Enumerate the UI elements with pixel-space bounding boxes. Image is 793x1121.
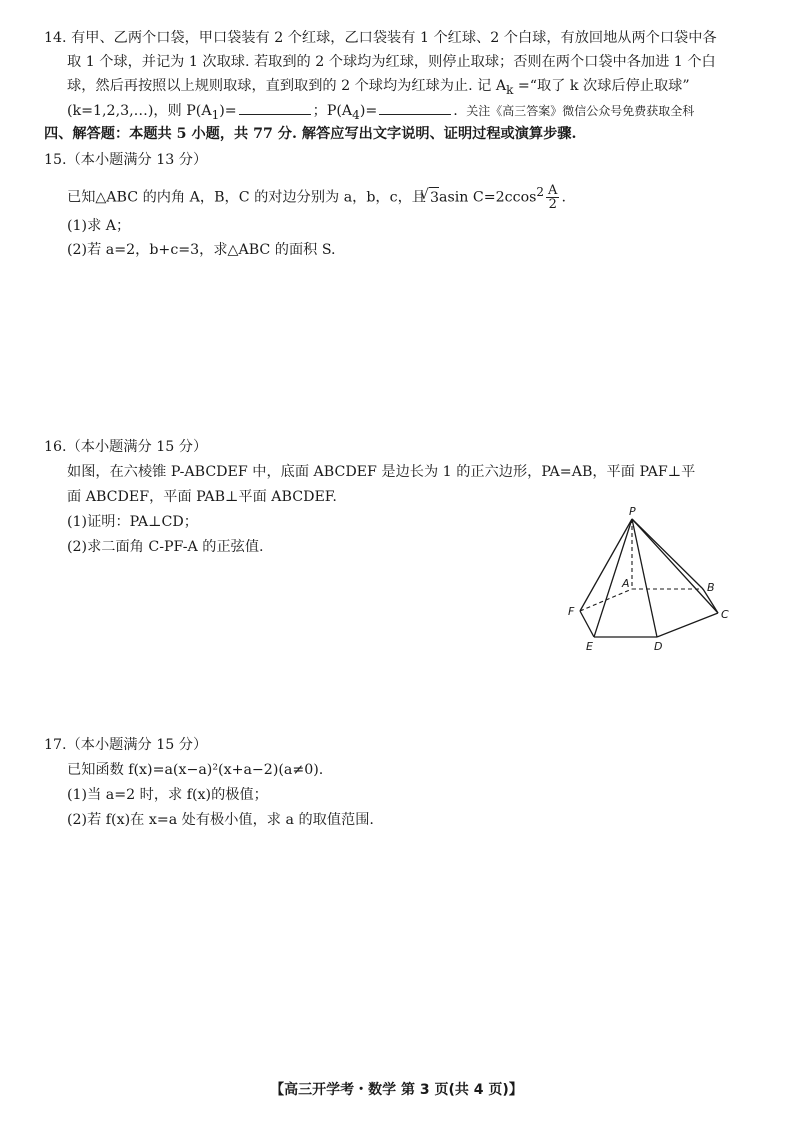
edge-EF — [580, 611, 594, 637]
edge-PD — [632, 519, 657, 637]
q15-frac-num: A — [548, 183, 558, 199]
q16-part-2: (2)求二面角 C-PF-A 的正弦值. — [67, 539, 264, 555]
q14-line-3-sub: k — [506, 82, 514, 97]
section-4-heading: 四、解答题：本题共 5 小题，共 77 分. 解答应写出文字说明、证明过程或演算步骤. — [44, 126, 577, 142]
label-F: F — [568, 605, 575, 618]
label-C: C — [721, 608, 729, 621]
q14-line-4-e: . — [453, 103, 458, 119]
edge-PC — [632, 519, 718, 613]
q14-line-4-b: )= — [219, 103, 237, 119]
q15-sup: 2 — [536, 185, 545, 199]
q17-stem: 已知函数 f(x)=a(x−a)²(x+a−2)(a≠0). — [67, 762, 324, 778]
q14-line-4-c: ；P(A — [312, 103, 353, 119]
edge-PF — [580, 519, 632, 611]
q14-line-4-sub2: 4 — [352, 107, 360, 122]
q14-line-2: 取 1 个球，并记为 1 次取球. 若取到的 2 个球均为红球，则停止取球；否则在两个口袋中各加进 1 个白 — [67, 54, 716, 70]
q14-line-3-text: 球，然后再按照以上规则取球，直到取到的 2 个球均为红球为止. 记 A — [67, 78, 507, 94]
page-footer: 【高三开学考・数学 第 3 页(共 4 页)】 — [270, 1082, 523, 1098]
q16-stem-1: 如图，在六棱锥 P-ABCDEF 中，底面 ABCDEF 是边长为 1 的正六边形，PA=AB，平面 PAF⊥平 — [67, 464, 696, 480]
q14-line-4-a: (k=1,2,3,…)，则 P(A — [67, 103, 212, 119]
label-D: D — [654, 640, 663, 653]
label-P: P — [629, 505, 636, 518]
q15-stem-a: 已知△ABC 的内角 A，B，C 的对边分别为 a，b，c，且 — [67, 189, 426, 206]
q15-stem-b: asin C=2ccos — [438, 189, 537, 206]
hexagonal-pyramid-figure — [560, 505, 740, 655]
q17-part-2: (2)若 f(x)在 x=a 处有极小值，求 a 的取值范围. — [67, 812, 374, 828]
q16-stem-2: 面 ABCDEF，平面 PAB⊥平面 ABCDEF. — [67, 489, 337, 505]
q15-sqrt: √ 3 — [429, 187, 439, 208]
q14-line-4-sub1: 1 — [211, 107, 220, 122]
answer-blank-2[interactable] — [379, 100, 451, 115]
label-E: E — [586, 640, 593, 653]
q15-frac-den: 2 — [548, 197, 557, 213]
q15-stem-end: . — [561, 189, 566, 206]
q14-line-4-d: )= — [359, 103, 378, 119]
edge-CD — [657, 613, 718, 637]
q16-title: 16.（本小题满分 15 分） — [44, 439, 208, 455]
q15-title: 15.（本小题满分 13 分） — [44, 152, 208, 168]
q15-part-2: (2)若 a=2，b+c=3，求△ABC 的面积 S. — [67, 242, 336, 258]
q14-line-1: 14. 有甲、乙两个口袋，甲口袋装有 2 个红球，乙口袋装有 1 个红球、2 个白球，有放回地从两个口袋中各 — [44, 30, 717, 46]
q14-line-4 — [67, 100, 694, 125]
q15-part-1: (1)求 A； — [67, 218, 131, 234]
q15-stem — [67, 182, 566, 211]
q14-line-3 — [67, 76, 690, 100]
q16-part-1: (1)证明：PA⊥CD； — [67, 514, 198, 530]
q14-line-3-tail: =“取了 k 次球后停止取球” — [513, 78, 690, 94]
q15-fraction — [546, 184, 559, 211]
watermark-text: 关注《高三答案》微信公众号免费获取全科 — [466, 104, 695, 118]
label-B: B — [707, 581, 715, 594]
q17-title: 17.（本小题满分 15 分） — [44, 737, 208, 753]
label-A: A — [622, 577, 630, 590]
answer-blank-1[interactable] — [239, 100, 311, 115]
q17-part-1: (1)当 a=2 时，求 f(x)的极值； — [67, 787, 268, 803]
edge-PB — [632, 519, 703, 589]
